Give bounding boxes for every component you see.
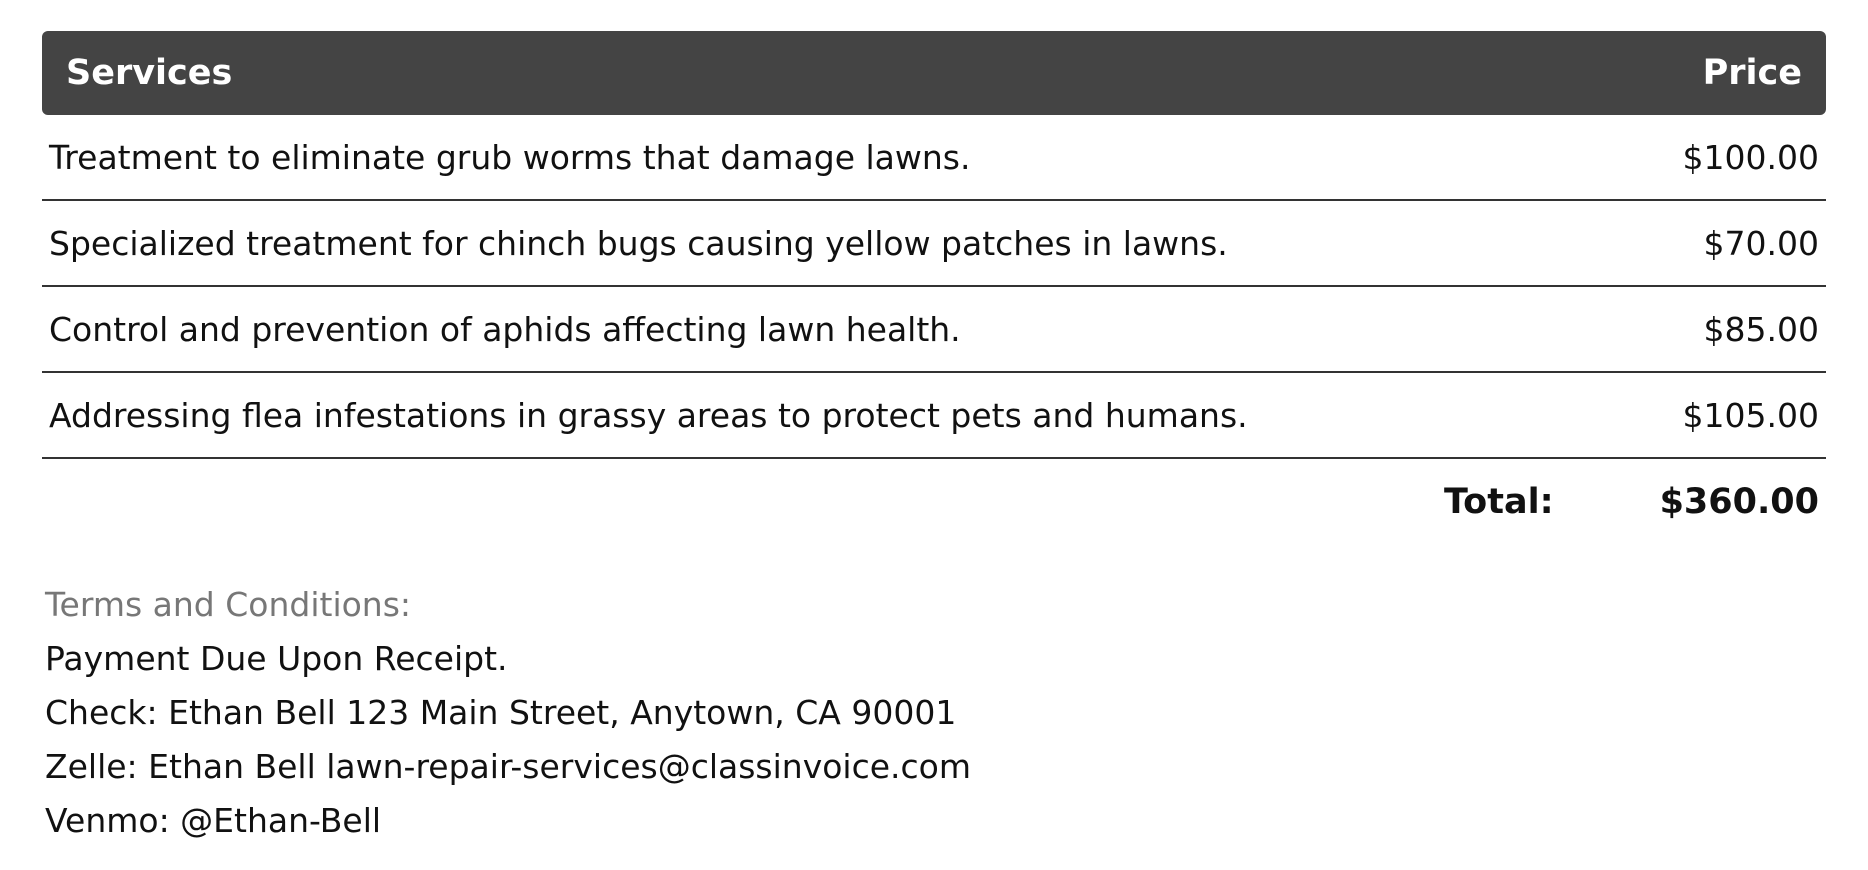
- service-price: $105.00: [1682, 395, 1819, 435]
- services-column-header: Services: [66, 53, 233, 93]
- terms-line-venmo: Venmo: @Ethan-Bell: [45, 801, 382, 840]
- service-price: $100.00: [1682, 137, 1819, 177]
- service-price: $70.00: [1703, 223, 1819, 263]
- services-table: [42, 31, 1826, 545]
- table-row: [42, 287, 1826, 373]
- terms-line-check: Check: Ethan Bell 123 Main Street, Anytown, CA 90001: [45, 693, 957, 732]
- total-value: $360.00: [1659, 482, 1819, 522]
- service-description: Specialized treatment for chinch bugs causing yellow patches in lawns.: [49, 223, 1228, 263]
- total-label: Total:: [1443, 482, 1554, 522]
- service-description: Addressing flea infestations in grassy areas to protect pets and humans.: [49, 395, 1248, 435]
- table-row: [42, 201, 1826, 287]
- table-row: [42, 115, 1826, 201]
- service-price: $85.00: [1703, 309, 1819, 349]
- terms-section: [45, 578, 971, 848]
- terms-line-payment: Payment Due Upon Receipt.: [45, 639, 508, 678]
- total-row: [42, 459, 1826, 545]
- price-column-header: Price: [1702, 53, 1802, 93]
- terms-line-zelle: Zelle: Ethan Bell lawn-repair-services@classinvoice.com: [45, 747, 972, 786]
- table-row: [42, 373, 1826, 459]
- service-description: Control and prevention of aphids affecting lawn health.: [49, 309, 961, 349]
- table-header: [42, 31, 1826, 115]
- service-description: Treatment to eliminate grub worms that damage lawns.: [49, 137, 971, 177]
- terms-heading: Terms and Conditions:: [45, 585, 412, 624]
